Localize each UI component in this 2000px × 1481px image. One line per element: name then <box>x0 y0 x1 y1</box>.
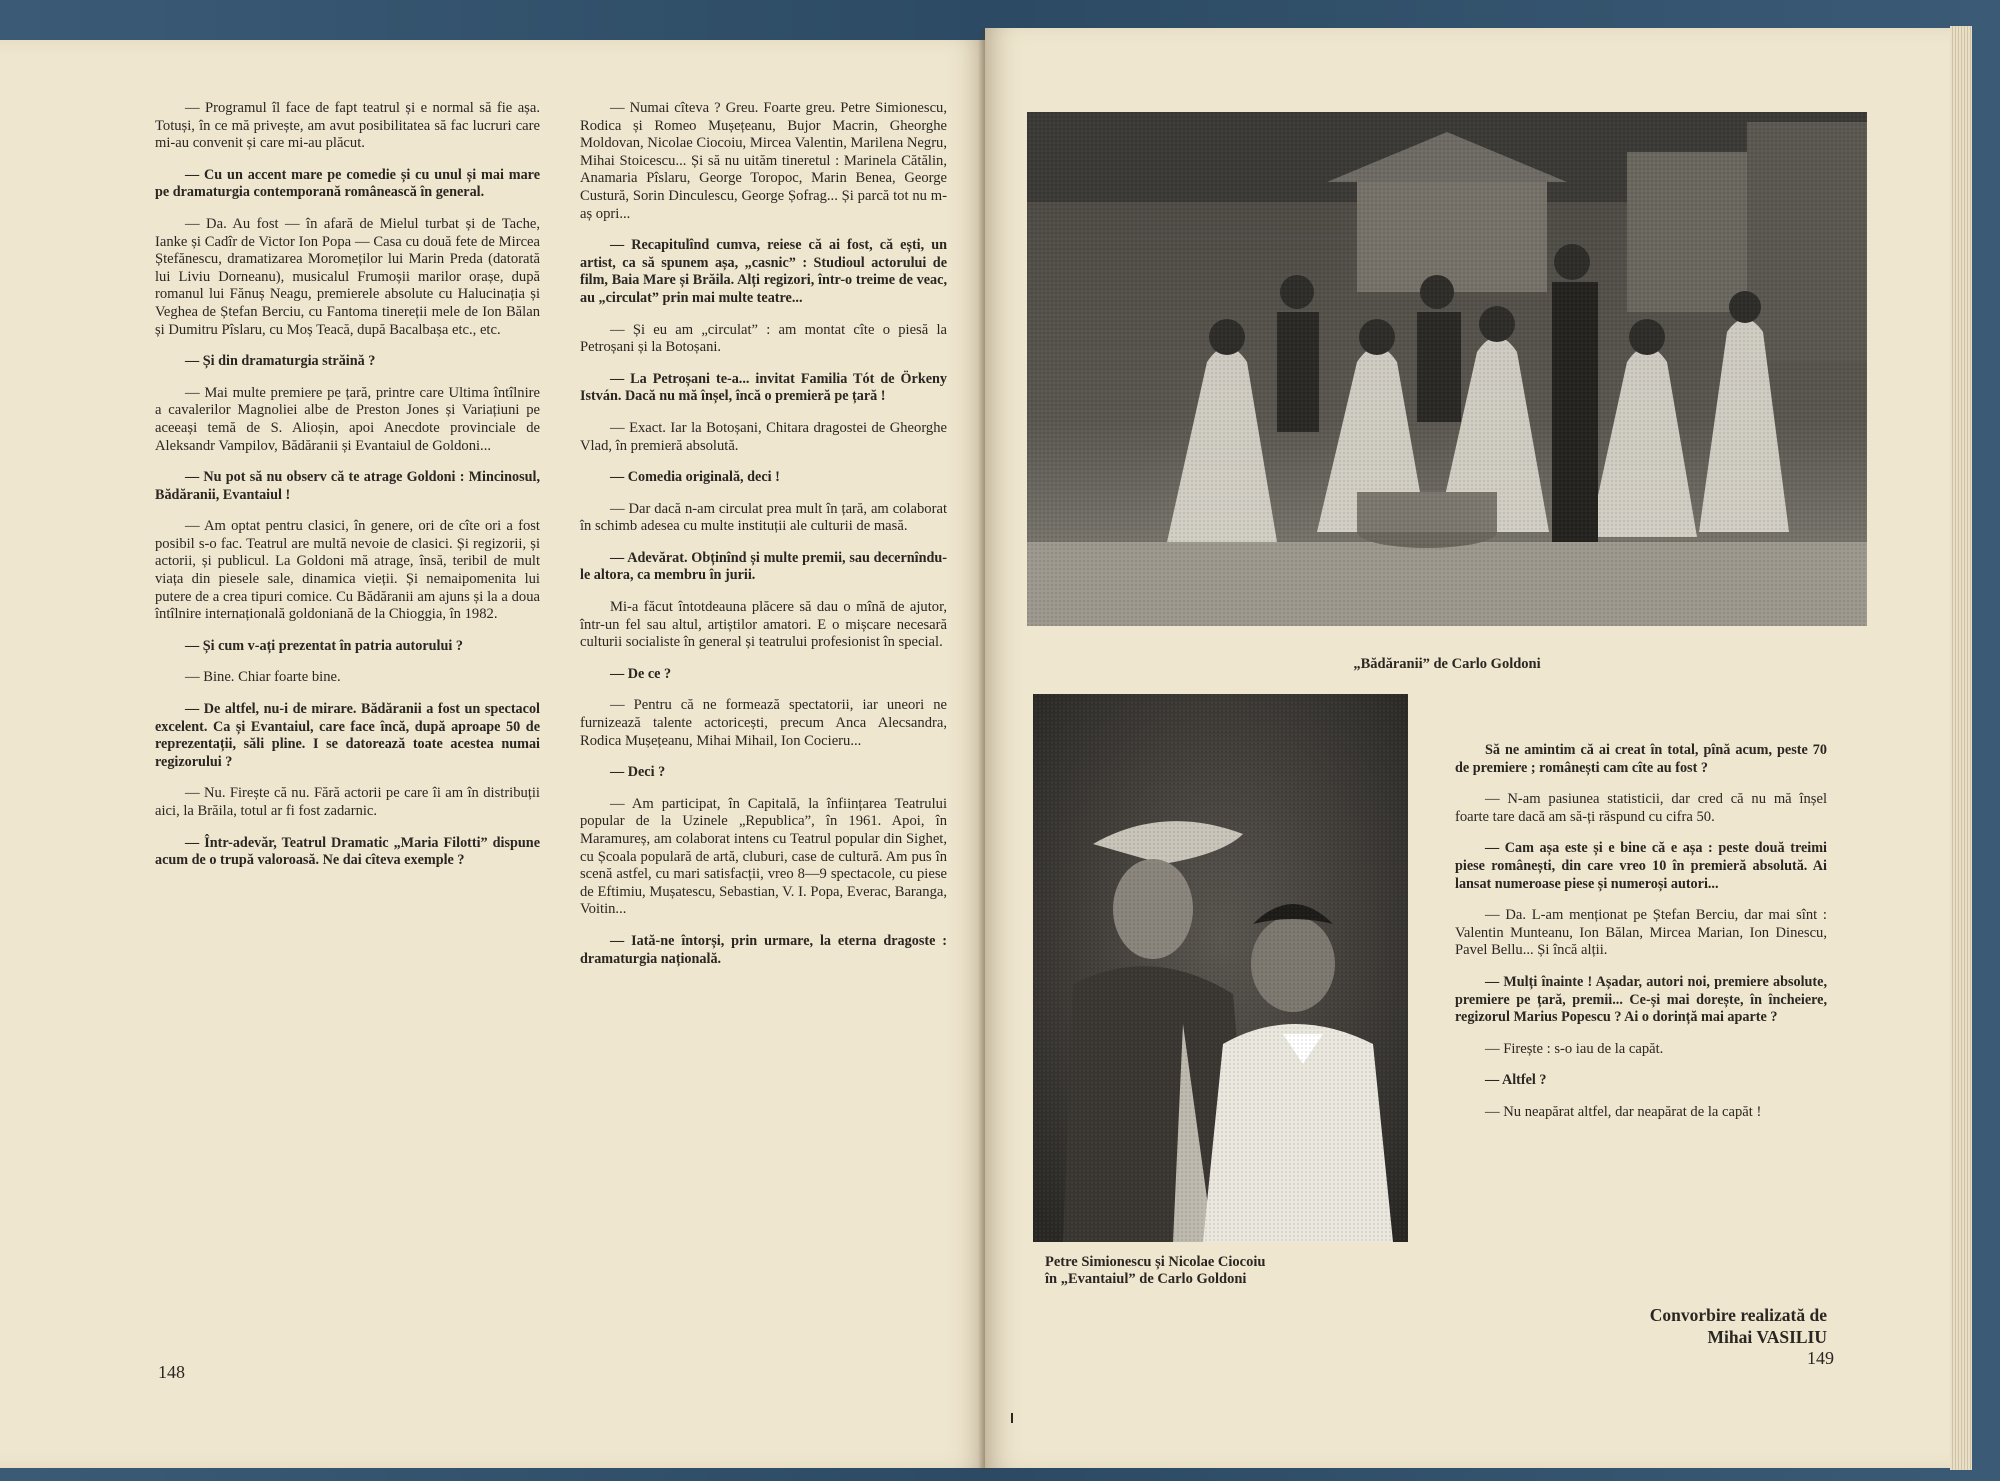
page-edges <box>1950 26 1972 1470</box>
paragraph: — Pentru că ne formează spectatorii, iar uneori ne furnizează talente actoricești, precum Anca Alecsandra, Rodica Mușețeanu, Mihai Mihail, Ion Cocieru... <box>580 697 947 749</box>
article-signature <box>1545 1304 1827 1348</box>
paragraph: — Mai multe premiere pe țară, printre care Ultima întîlnire a cavalerilor Magnoliei albe de Preston Jones și Variațiuni pe aceeași temă de S. Alioșin, apoi Anecdote provinciale de Aleksandr Vampilov, Bădăranii și Evantaiul de Goldoni... <box>155 384 540 454</box>
paragraph: — Comedia originală, deci ! <box>610 469 780 486</box>
right-page <box>985 28 1955 1468</box>
paragraph: Să ne amintim că ai creat în total, pînă acum, peste 70 de premiere ; românești cam cîte au fost ? <box>1455 742 1827 776</box>
page-number-right: 149 <box>1807 1348 1834 1368</box>
paragraph: — Deci ? <box>610 764 666 781</box>
paragraph: — Și eu am „circulat” : am montat cîte o piesă la Petroșani și la Botoșani. <box>580 321 947 356</box>
paragraph: — Da. Au fost — în afară de Mielul turbat și de Tache, Ianke și Cadîr de Victor Ion Popa — Casa cu două fete de Mircea Ștefănescu, dramatizarea Moromeților lui Marin Preda (datorată lui Liviu Dorneanu), musicalul Frumoșii marilor orașe, după romanul lui Fănuș Neagu, premierele absolute cu Halucinația și Veghea de Ștefan Berciu, cu Fantoma tinereții mele de Ion Bălan și Dumitru Pîslaru, cu Moș Teacă, după Bacalbașa etc., etc. <box>155 215 540 338</box>
paragraph: — Exact. Iar la Botoșani, Chitara dragostei de Gheorghe Vlad, în premieră absolută. <box>580 419 947 454</box>
paragraph: — Am optat pentru clasici, în genere, ori de cîte ori a fost posibil s-o fac. Teatrul are multă nevoie de clasici. Și regizorii, și actorii, și publicul. La Goldoni mă atrage, însă, teribil de mult viața din piesele sale, dinamica vieții. Și nemaipomenita lui putere de a crea tipuri comice. Cu Bădăranii am ajuns și la a doua întîlnire internațională goldoniană de la Chioggia, în 1982. <box>155 518 540 623</box>
page-number-left: 148 <box>158 1362 185 1382</box>
paragraph: — Iată-ne întorși, prin urmare, la eterna dragoste : dramaturgia națională. <box>580 932 947 967</box>
paragraph: — Firește : s-o iau de la capăt. <box>1485 1040 1664 1057</box>
photo2-caption-line2: în „Evantaiul” de Carlo Goldoni <box>1045 1271 1247 1287</box>
paragraph: — Bine. Chiar foarte bine. <box>185 669 341 686</box>
paragraph: — Cu un accent mare pe comedie și cu unul și mai mare pe dramaturgia contemporană românească în general. <box>155 166 540 201</box>
paragraph: — Numai cîteva ? Greu. Foarte greu. Petre Simionescu, Rodica și Romeo Mușețeanu, Bujor Macrin, Gheorghe Moldovan, Nicolae Ciocoiu, Mircea Valentin, Marilena Negru, Mihai Stoicescu... Și să nu uităm tineretul : Marinela Cătălin, Anamaria Pîslaru, George Toropoc, Marin Benea, George Custură, Sorin Dinculescu, George Șofrag... Și parcă tot nu m-aș opri... <box>580 100 947 222</box>
text-column-3 <box>1455 742 1827 1136</box>
photo-badaranii <box>1027 112 1867 626</box>
paragraph: — Da. L-am menționat pe Ștefan Berciu, dar mai sînt : Valentin Munteanu, Ion Bălan, Mircea Marian, Ion Dinescu, Pavel Bellu... Și încă alții. <box>1455 907 1827 959</box>
paragraph: — De altfel, nu-i de mirare. Bădăranii a fost un spectacol excelent. Ca și Evantaiul, care face încă, după aproape 50 de reprezentații, săli pline. I se datorează toate acestea numai regizorului ? <box>155 701 540 770</box>
paragraph: — La Petroșani te-a... invitat Familia Tót de Örkeny István. Dacă nu mă înșel, încă o premieră pe țară ! <box>580 370 947 405</box>
signature-line1: Convorbire realizată de <box>1649 1305 1827 1325</box>
photo2-caption-line1: Petre Simionescu și Nicolae Ciocoiu <box>1045 1254 1266 1270</box>
paragraph: — Mulți înainte ! Așadar, autori noi, premiere absolute, premiere pe țară, premii... Ce-și mai dorește, în încheiere, regizorul Marius Popescu ? Ai o dorință mai aparte ? <box>1455 973 1827 1026</box>
paragraph: — Nu neapărat altfel, dar neapărat de la capăt ! <box>1485 1103 1762 1120</box>
paragraph: — Și cum v-ați prezentat în patria autorului ? <box>185 637 463 654</box>
paragraph: — Și din dramaturgia străină ? <box>185 353 376 370</box>
paragraph: — Altfel ? <box>1485 1072 1547 1089</box>
photo-evantaiul <box>1033 694 1408 1242</box>
photo-actors-image <box>1033 694 1408 1242</box>
photo1-caption: „Bădăranii” de Carlo Goldoni <box>1353 656 1541 672</box>
signature-author: Mihai VASILIU <box>1707 1327 1827 1347</box>
paragraph: — Programul îl face de fapt teatrul și e normal să fie așa. Totuși, în ce mă privește, am avut posibilitatea să fac lucruri care mi-au convenit și care mi-au plăcut. <box>155 100 540 152</box>
paragraph: Mi-a făcut întotdeauna plăcere să dau o mînă de ajutor, într-un fel sau altul, artiștilor amatori. E o mișcare necesară culturii socialiste în general și teatrului profesionist în special. <box>580 599 947 651</box>
paragraph: — Cam așa este și e bine că e așa : peste două treimi piese românești, din care vreo 10 în premieră absolută. Ai lansat numeroase piese și numeroși autori... <box>1455 840 1827 892</box>
left-page <box>0 40 985 1468</box>
paragraph: — Am participat, în Capitală, la înființarea Teatrului popular de la Uzinele „Republica”, în 1961. Apoi, în Maramureș, am colaborat intens cu Teatrul popular din Sighet, cu Școala populară de artă, cluburi, case de cultură. Am pus în scenă astfel, cu mari satisfacții, vreo 8—9 spectacole, cu piese de Eftimiu, Mușatescu, Sebastian, V. I. Popa, Everac, Baranga, Voitin... <box>580 795 947 918</box>
text-column-2 <box>580 100 947 982</box>
paragraph: — Într-adevăr, Teatrul Dramatic „Maria Filotti” dispune acum de o trupă valoroasă. Ne dai cîteva exemple ? <box>155 834 540 869</box>
paragraph: — Recapitulînd cumva, reiese că ai fost, că ești, un artist, ca să spunem așa, „casnic” : Studioul actorului de film, Baia Mare și Brăila. Alți regizori, într-o treime de veac, au „circulat” prin mai multe teatre... <box>580 237 947 306</box>
page-mark <box>1011 1413 1013 1423</box>
paragraph: — Nu pot să nu observ că te atrage Goldoni : Mincinosul, Bădăranii, Evantaiul ! <box>155 469 540 503</box>
paragraph: — N-am pasiunea statisticii, dar cred că nu mă înșel foarte tare dacă am să-ți răspund cu cifra 50. <box>1455 791 1827 825</box>
paragraph: — De ce ? <box>610 665 672 682</box>
photo2-caption <box>1045 1254 1400 1288</box>
text-column-1 <box>155 100 540 884</box>
paragraph: — Adevărat. Obținînd și multe premii, sau decernîndu-le altora, ca membru în jurii. <box>580 549 947 584</box>
paragraph: — Dar dacă n-am circulat prea mult în țară, am colaborat în schimb adesea cu multe instituții ale culturii de masă. <box>580 500 947 535</box>
paragraph: — Nu. Firește că nu. Fără actorii pe care îi am în distribuții aici, la Brăila, totul ar fi fost zadarnic. <box>155 785 540 819</box>
photo-stage-scene-image <box>1027 112 1867 626</box>
